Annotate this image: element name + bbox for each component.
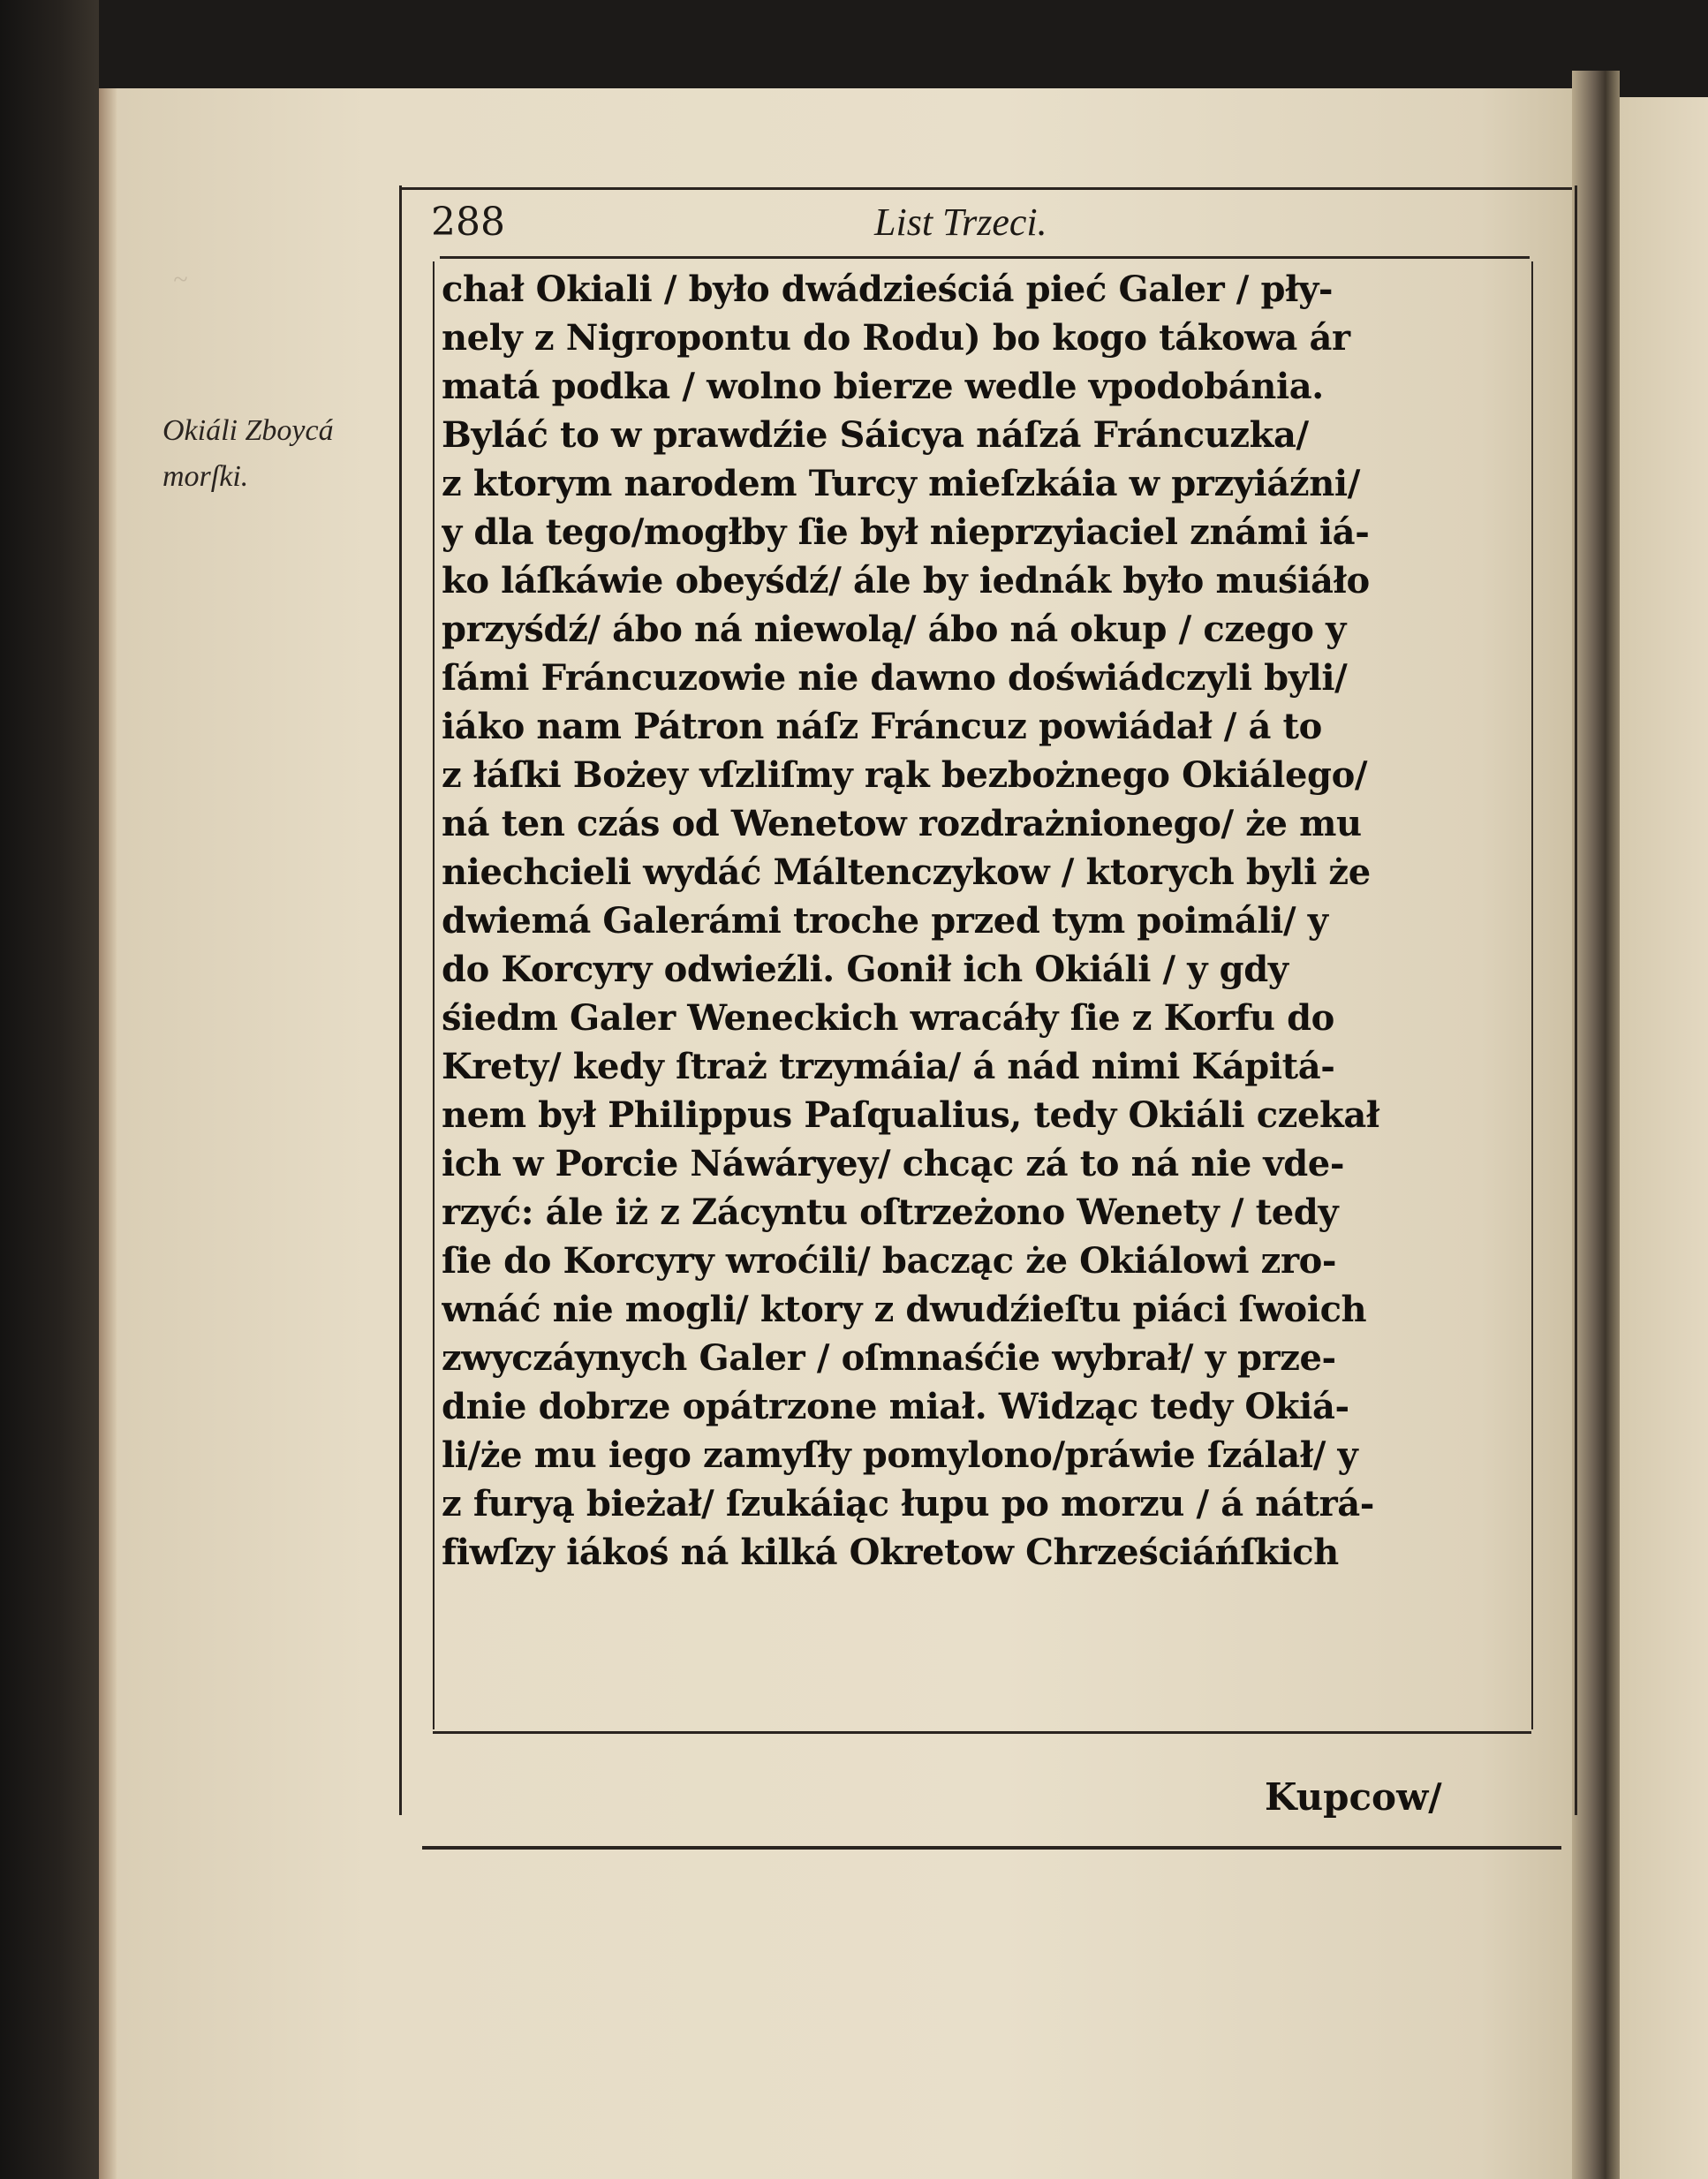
facing-page-edge bbox=[1620, 97, 1708, 2179]
book-gutter bbox=[1572, 71, 1620, 2179]
text-line: ſámi Fráncuzowie nie dawno doświádczyli byli/ bbox=[442, 657, 1348, 699]
top-rule bbox=[399, 187, 1572, 190]
text-line: dnie dobrze opátrzone miał. Widząc tedy Okiá- bbox=[442, 1386, 1349, 1427]
text-line: wnáć nie mogli/ ktory z dwudźieſtu piáci ſwoich bbox=[442, 1289, 1367, 1330]
text-line: zwyczáynych Galer / oſmnaśćie wybrał/ y prze- bbox=[442, 1337, 1336, 1379]
text-line: do Korcyry odwieźli. Gonił ich Okiáli / y gdy bbox=[442, 949, 1289, 990]
text-line: Krety/ kedy ſtraż trzymáia/ á nád nimi Kápitá- bbox=[442, 1046, 1335, 1087]
body-text bbox=[442, 265, 1528, 1577]
text-line: śiedm Galer Weneckich wracáły ſie z Korfu do bbox=[442, 997, 1334, 1039]
footer-rule bbox=[422, 1846, 1561, 1850]
text-line: dwiemá Galerámi troche przed tym poimáli/ y bbox=[442, 900, 1328, 942]
book-spine-shadow bbox=[0, 0, 99, 2179]
text-line: y dla tego/mogłby ſie był nieprzyiaciel známi iá- bbox=[442, 511, 1370, 553]
text-line: z łáſki Bożey vſzliſmy rąk bezbożnego Okiálego/ bbox=[442, 754, 1368, 796]
text-line: matá podka / wolno bierze wedle vpodobánia. bbox=[442, 366, 1324, 407]
text-line: przyśdź/ ábo ná niewolą/ ábo ná okup / czego y bbox=[442, 609, 1346, 650]
margin-note-line: morſki. bbox=[162, 460, 249, 493]
text-line: nem był Philippus Paſqualius, tedy Okiáli czekał bbox=[442, 1094, 1379, 1136]
bottom-rule bbox=[433, 1731, 1531, 1734]
text-line: ko láſkáwie obeyśdź/ ále by iednák było muśiáło bbox=[442, 560, 1370, 601]
margin-note-line: Okiáli Zboycá bbox=[162, 414, 334, 447]
text-line: niechcieli wydáć Máltenczykow / ktorych byli że bbox=[442, 851, 1371, 893]
margin-note bbox=[162, 408, 401, 500]
text-line: chał Okiali / było dwádzieściá pieć Galer / pły- bbox=[442, 269, 1334, 310]
catchword: Kupcow/ bbox=[1265, 1775, 1442, 1819]
text-line: fiwſzy iákoś ná kilká Okretow Chrześciáńſkich bbox=[442, 1532, 1339, 1573]
text-line: Byláć to w prawdźie Sáicya náſzá Fráncuzka/ bbox=[442, 414, 1309, 456]
text-line: ſie do Korcyry wroćili/ bacząc że Okiálowi zro- bbox=[442, 1240, 1337, 1282]
text-line: nely z Nigropontu do Rodu) bo kogo tákowa ár bbox=[442, 317, 1350, 359]
bleed-through-text: ~ bbox=[173, 265, 188, 294]
header-rule bbox=[440, 256, 1530, 259]
text-line: z ktorym narodem Turcy mieſzkáia w przyiáźni/ bbox=[442, 463, 1360, 504]
page-number: 288 bbox=[431, 200, 505, 245]
text-line: ich w Porcie Náwáryey/ chcąc zá to ná nie vde- bbox=[442, 1143, 1345, 1184]
text-line: ná ten czás od Wenetow rozdrażnionego/ że mu bbox=[442, 803, 1362, 844]
text-line: iáko nam Pátron náſz Fráncuz powiádał / á to bbox=[442, 706, 1322, 747]
running-title: List Trzeci. bbox=[874, 200, 1047, 244]
text-line: z furyą bieżał/ ſzukáiąc łupu po morzu / á nátrá- bbox=[442, 1483, 1374, 1525]
text-line: rzyć: ále iż z Zácyntu oſtrzeżono Wenety / tedy bbox=[442, 1192, 1339, 1233]
text-line: li/że mu iego zamyſły pomylono/práwie ſzálał/ y bbox=[442, 1434, 1358, 1476]
page-edge bbox=[99, 88, 117, 2179]
